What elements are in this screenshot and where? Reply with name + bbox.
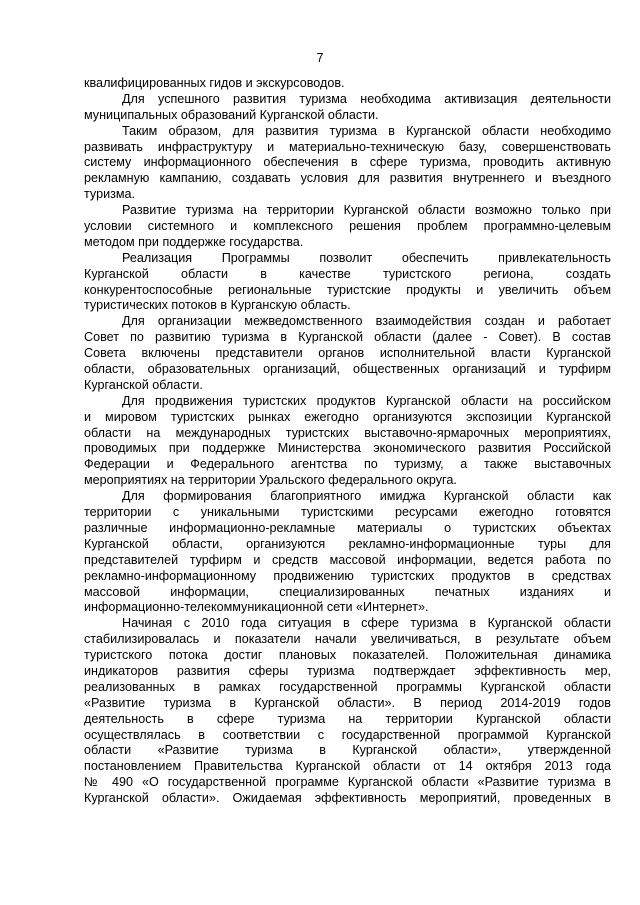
text-line: Совета включены представители органов исполнительной власти Курганской xyxy=(84,346,611,361)
text-line: Курганской области. xyxy=(84,377,203,392)
text-line: Курганской области в качестве туристского региона, создать xyxy=(84,266,611,281)
text-line: туризма. xyxy=(84,187,136,202)
text-line: Федерации и Федерального агентства по туризму, а также выставочных xyxy=(84,457,611,472)
text-line: и мировом туристских рынках ежегодно организуются экспозиции Курганской xyxy=(84,409,611,424)
text-line: территории с уникальными туристскими ресурсами ежегодно готовятся xyxy=(84,505,611,520)
text-line: мероприятиях на территории Уральского федерального округа. xyxy=(84,473,457,488)
body-text xyxy=(84,76,611,807)
text-line: Начиная с 2010 года ситуация в сфере туризма в Курганской области xyxy=(122,616,611,631)
text-line: области «Развитие туризма в Курганской области», утвержденной xyxy=(84,743,611,758)
text-line: туристических потоков в Курганскую область. xyxy=(84,298,351,313)
text-line: Курганской области, организуются рекламно-информационные туры для xyxy=(84,536,611,551)
text-line: методом при поддержке государства. xyxy=(84,234,304,249)
text-line: представителей турфирм и средств массовой информации, ведется работа по xyxy=(84,552,611,567)
text-line: Для продвижения туристских продуктов Курганской области на российском xyxy=(122,393,611,408)
text-line: Совет по развитию туризма в Курганской области (далее - Совет). В состав xyxy=(84,330,611,345)
text-line: области, образовательных организаций, общественных организаций и турфирм xyxy=(84,362,611,377)
page-number: 7 xyxy=(316,51,324,65)
text-line: Для формирования благоприятного имиджа Курганской области как xyxy=(122,489,611,504)
text-line: проводимых при поддержке Министерства экономического развития Российской xyxy=(84,441,611,456)
text-line: туристского потока достиг плановых показателей. Положительная динамика xyxy=(84,648,611,663)
text-line: рекламную кампанию, создавать условия для развития внутреннего и въездного xyxy=(84,171,611,186)
text-line: постановлением Правительства Курганской области от 14 октября 2013 года xyxy=(84,759,611,774)
text-line: стабилизировалась и показатели начали увеличиваться, в результате объем xyxy=(84,632,611,647)
text-line: Для организации межведомственного взаимодействия создан и работает xyxy=(122,314,611,329)
text-line: № 490 «О государственной программе Курганской области «Развитие туризма в xyxy=(84,775,611,790)
text-line: деятельность в сфере туризма на территории Курганской области xyxy=(84,711,611,726)
text-line: Реализация Программы позволит обеспечить привлекательность xyxy=(122,250,611,265)
text-line: квалифицированных гидов и экскурсоводов. xyxy=(84,76,345,90)
text-line: «Развитие туризма в Курганской области». В период 2014-2019 годов xyxy=(84,695,611,710)
text-line: осуществлялась в соответствии с государственной программой Курганской xyxy=(84,727,611,742)
text-line: муниципальных образований Курганской области. xyxy=(84,107,379,122)
text-line: конкурентоспособные региональные туристские продукты и увеличить объем xyxy=(84,282,611,297)
text-line: условии системного и комплексного решения проблем программно-целевым xyxy=(84,219,611,234)
text-line: рекламно-информационному продвижению туристских продуктов в средствах xyxy=(84,568,611,583)
text-line: Для успешного развития туризма необходима активизация деятельности xyxy=(122,91,611,106)
text-line: массовой информации, специализированных печатных изданиях и xyxy=(84,584,611,599)
text-line: индикаторов развития сферы туризма подтверждает эффективность мер, xyxy=(84,663,611,678)
text-line: Курганской области». Ожидаемая эффективность мероприятий, проведенных в xyxy=(84,791,611,806)
text-line: Развитие туризма на территории Курганской области возможно только при xyxy=(122,203,611,218)
text-line: Таким образом, для развития туризма в Курганской области необходимо xyxy=(122,123,611,138)
text-line: информационно-телекоммуникационной сети «Интернет». xyxy=(84,600,429,615)
text-line: различные информационно-рекламные материалы о туристских объектах xyxy=(84,520,611,535)
text-line: развивать инфраструктуру и материально-техническую базу, совершенствовать xyxy=(84,139,611,154)
text-line: реализованных в рамках государственной программы Курганской области xyxy=(84,679,611,694)
text-line: области на международных туристских выставочно-ярмарочных мероприятиях, xyxy=(84,425,611,440)
text-line: систему информационного обеспечения в сфере туризма, проводить активную xyxy=(84,155,611,170)
